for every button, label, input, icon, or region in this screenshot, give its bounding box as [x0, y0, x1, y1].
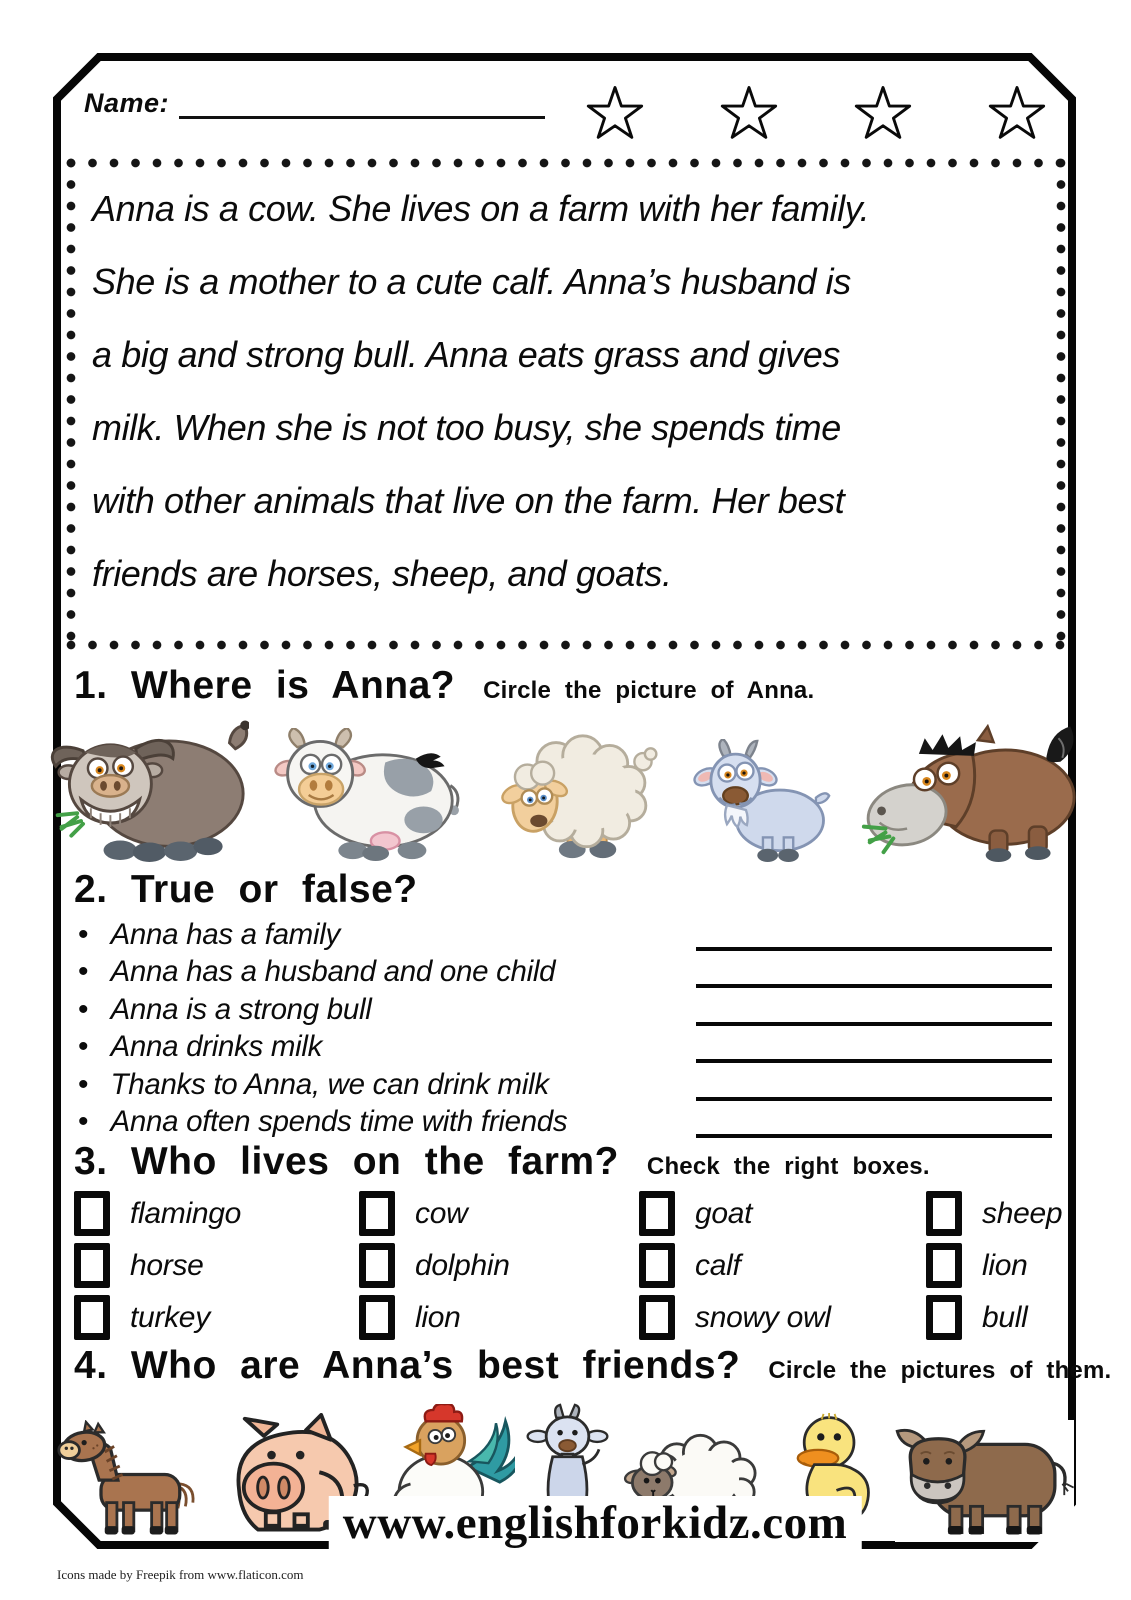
- question-1-animal-row: [44, 712, 1082, 862]
- question-1-instruction: Circle the picture of Anna.: [483, 677, 815, 704]
- checkbox-option: [74, 1192, 359, 1235]
- reading-passage: [92, 172, 1044, 610]
- question-2-heading: [74, 868, 418, 912]
- passage-line: a big and strong bull. Anna eats grass and gives: [92, 334, 840, 375]
- option-label: sheep: [982, 1196, 1063, 1230]
- checkbox[interactable]: [74, 1295, 110, 1340]
- option-label: snowy owl: [695, 1300, 831, 1334]
- checkbox-option: [74, 1296, 359, 1339]
- answer-line[interactable]: [696, 1097, 1052, 1101]
- option-label: flamingo: [130, 1196, 241, 1230]
- cow-image[interactable]: [272, 728, 464, 862]
- question-2-title: 2. True or false?: [74, 868, 418, 911]
- option-label: goat: [695, 1196, 753, 1230]
- question-4-title: 4. Who are Anna’s best friends?: [74, 1344, 741, 1387]
- option-label: turkey: [130, 1300, 210, 1334]
- buffalo-image[interactable]: [44, 714, 249, 862]
- icon-attribution: Icons made by Freepik from www.flaticon.com: [57, 1567, 304, 1582]
- statement-text: • Anna is a strong bull: [110, 992, 372, 1026]
- option-label: bull: [982, 1300, 1028, 1334]
- checkbox[interactable]: [926, 1243, 962, 1288]
- question-1-title: 1. Where is Anna?: [74, 664, 456, 707]
- statement-text: • Anna has a husband and one child: [110, 955, 556, 989]
- option-label: cow: [415, 1196, 468, 1230]
- checkbox-option: [639, 1244, 926, 1287]
- statement-text: • Anna has a family: [110, 917, 340, 951]
- star-icon[interactable]: [586, 84, 644, 142]
- checkbox[interactable]: [74, 1243, 110, 1288]
- passage-line: friends are horses, sheep, and goats.: [92, 553, 672, 594]
- name-input-line[interactable]: [179, 86, 545, 119]
- checkbox-option: [359, 1296, 639, 1339]
- statement-text: • Anna often spends time with friends: [110, 1105, 568, 1139]
- checkbox[interactable]: [74, 1191, 110, 1236]
- true-false-row: [78, 916, 1054, 954]
- checkbox[interactable]: [639, 1191, 675, 1236]
- horse-image[interactable]: [56, 1420, 206, 1542]
- goat-image[interactable]: [691, 739, 833, 862]
- question-3-title: 3. Who lives on the farm?: [74, 1140, 619, 1183]
- checkbox-option: [639, 1296, 926, 1339]
- checkbox[interactable]: [639, 1295, 675, 1340]
- answer-line[interactable]: [696, 947, 1052, 951]
- checkbox[interactable]: [359, 1295, 395, 1340]
- passage-line: with other animals that live on the farm. Her best: [92, 480, 845, 521]
- question-3-heading: [74, 1140, 930, 1184]
- statement-text: • Anna drinks milk: [110, 1030, 323, 1064]
- question-4-heading: [74, 1344, 1111, 1388]
- question-1-heading: [74, 664, 814, 708]
- checkbox[interactable]: [926, 1191, 962, 1236]
- true-false-row: [78, 1066, 1054, 1104]
- statement-text: • Thanks to Anna, we can drink milk: [110, 1067, 549, 1101]
- checkbox-option: [926, 1296, 1070, 1339]
- answer-line[interactable]: [696, 1134, 1052, 1138]
- passage-line: She is a mother to a cute calf. Anna’s husband is: [92, 261, 851, 302]
- checkbox-option: [639, 1192, 926, 1235]
- dotted-border-left: [66, 158, 76, 650]
- passage-box: [66, 158, 1066, 650]
- checkbox-option: [359, 1192, 639, 1235]
- option-label: dolphin: [415, 1248, 510, 1282]
- question-2-list: [78, 916, 1054, 1141]
- checkbox-option: [926, 1244, 1070, 1287]
- name-row: [84, 86, 545, 119]
- passage-line: milk. When she is not too busy, she spends time: [92, 407, 841, 448]
- dotted-border-bottom: [66, 640, 1066, 650]
- passage-line: Anna is a cow. She lives on a farm with her family.: [92, 188, 870, 229]
- checkbox[interactable]: [639, 1243, 675, 1288]
- horse-image[interactable]: [856, 724, 1082, 862]
- option-label: calf: [695, 1248, 741, 1282]
- checkbox-option: [359, 1244, 639, 1287]
- dotted-border-top: [66, 158, 1066, 168]
- option-label: lion: [415, 1300, 461, 1334]
- name-label: Name:: [84, 88, 170, 118]
- question-3-instruction: Check the right boxes.: [646, 1153, 930, 1180]
- true-false-row: [78, 1104, 1054, 1142]
- checkbox-option: [926, 1192, 1070, 1235]
- question-3-options: [74, 1192, 1070, 1339]
- star-icon[interactable]: [854, 84, 912, 142]
- bull-image[interactable]: [895, 1420, 1074, 1542]
- answer-line[interactable]: [696, 1022, 1052, 1026]
- question-4-instruction: Circle the pictures of them.: [768, 1357, 1112, 1384]
- checkbox[interactable]: [359, 1191, 395, 1236]
- star-icon[interactable]: [720, 84, 778, 142]
- option-label: horse: [130, 1248, 204, 1282]
- sheep-image[interactable]: [487, 733, 669, 862]
- checkbox[interactable]: [359, 1243, 395, 1288]
- dotted-border-right: [1056, 158, 1066, 650]
- true-false-row: [78, 1029, 1054, 1067]
- star-rating: [586, 84, 1046, 142]
- checkbox[interactable]: [926, 1295, 962, 1340]
- option-label: lion: [982, 1248, 1028, 1282]
- answer-line[interactable]: [696, 1059, 1052, 1063]
- checkbox-option: [74, 1244, 359, 1287]
- true-false-row: [78, 954, 1054, 992]
- answer-line[interactable]: [696, 984, 1052, 988]
- website-url: www.englishforkidz.com: [329, 1496, 862, 1550]
- star-icon[interactable]: [988, 84, 1046, 142]
- true-false-row: [78, 991, 1054, 1029]
